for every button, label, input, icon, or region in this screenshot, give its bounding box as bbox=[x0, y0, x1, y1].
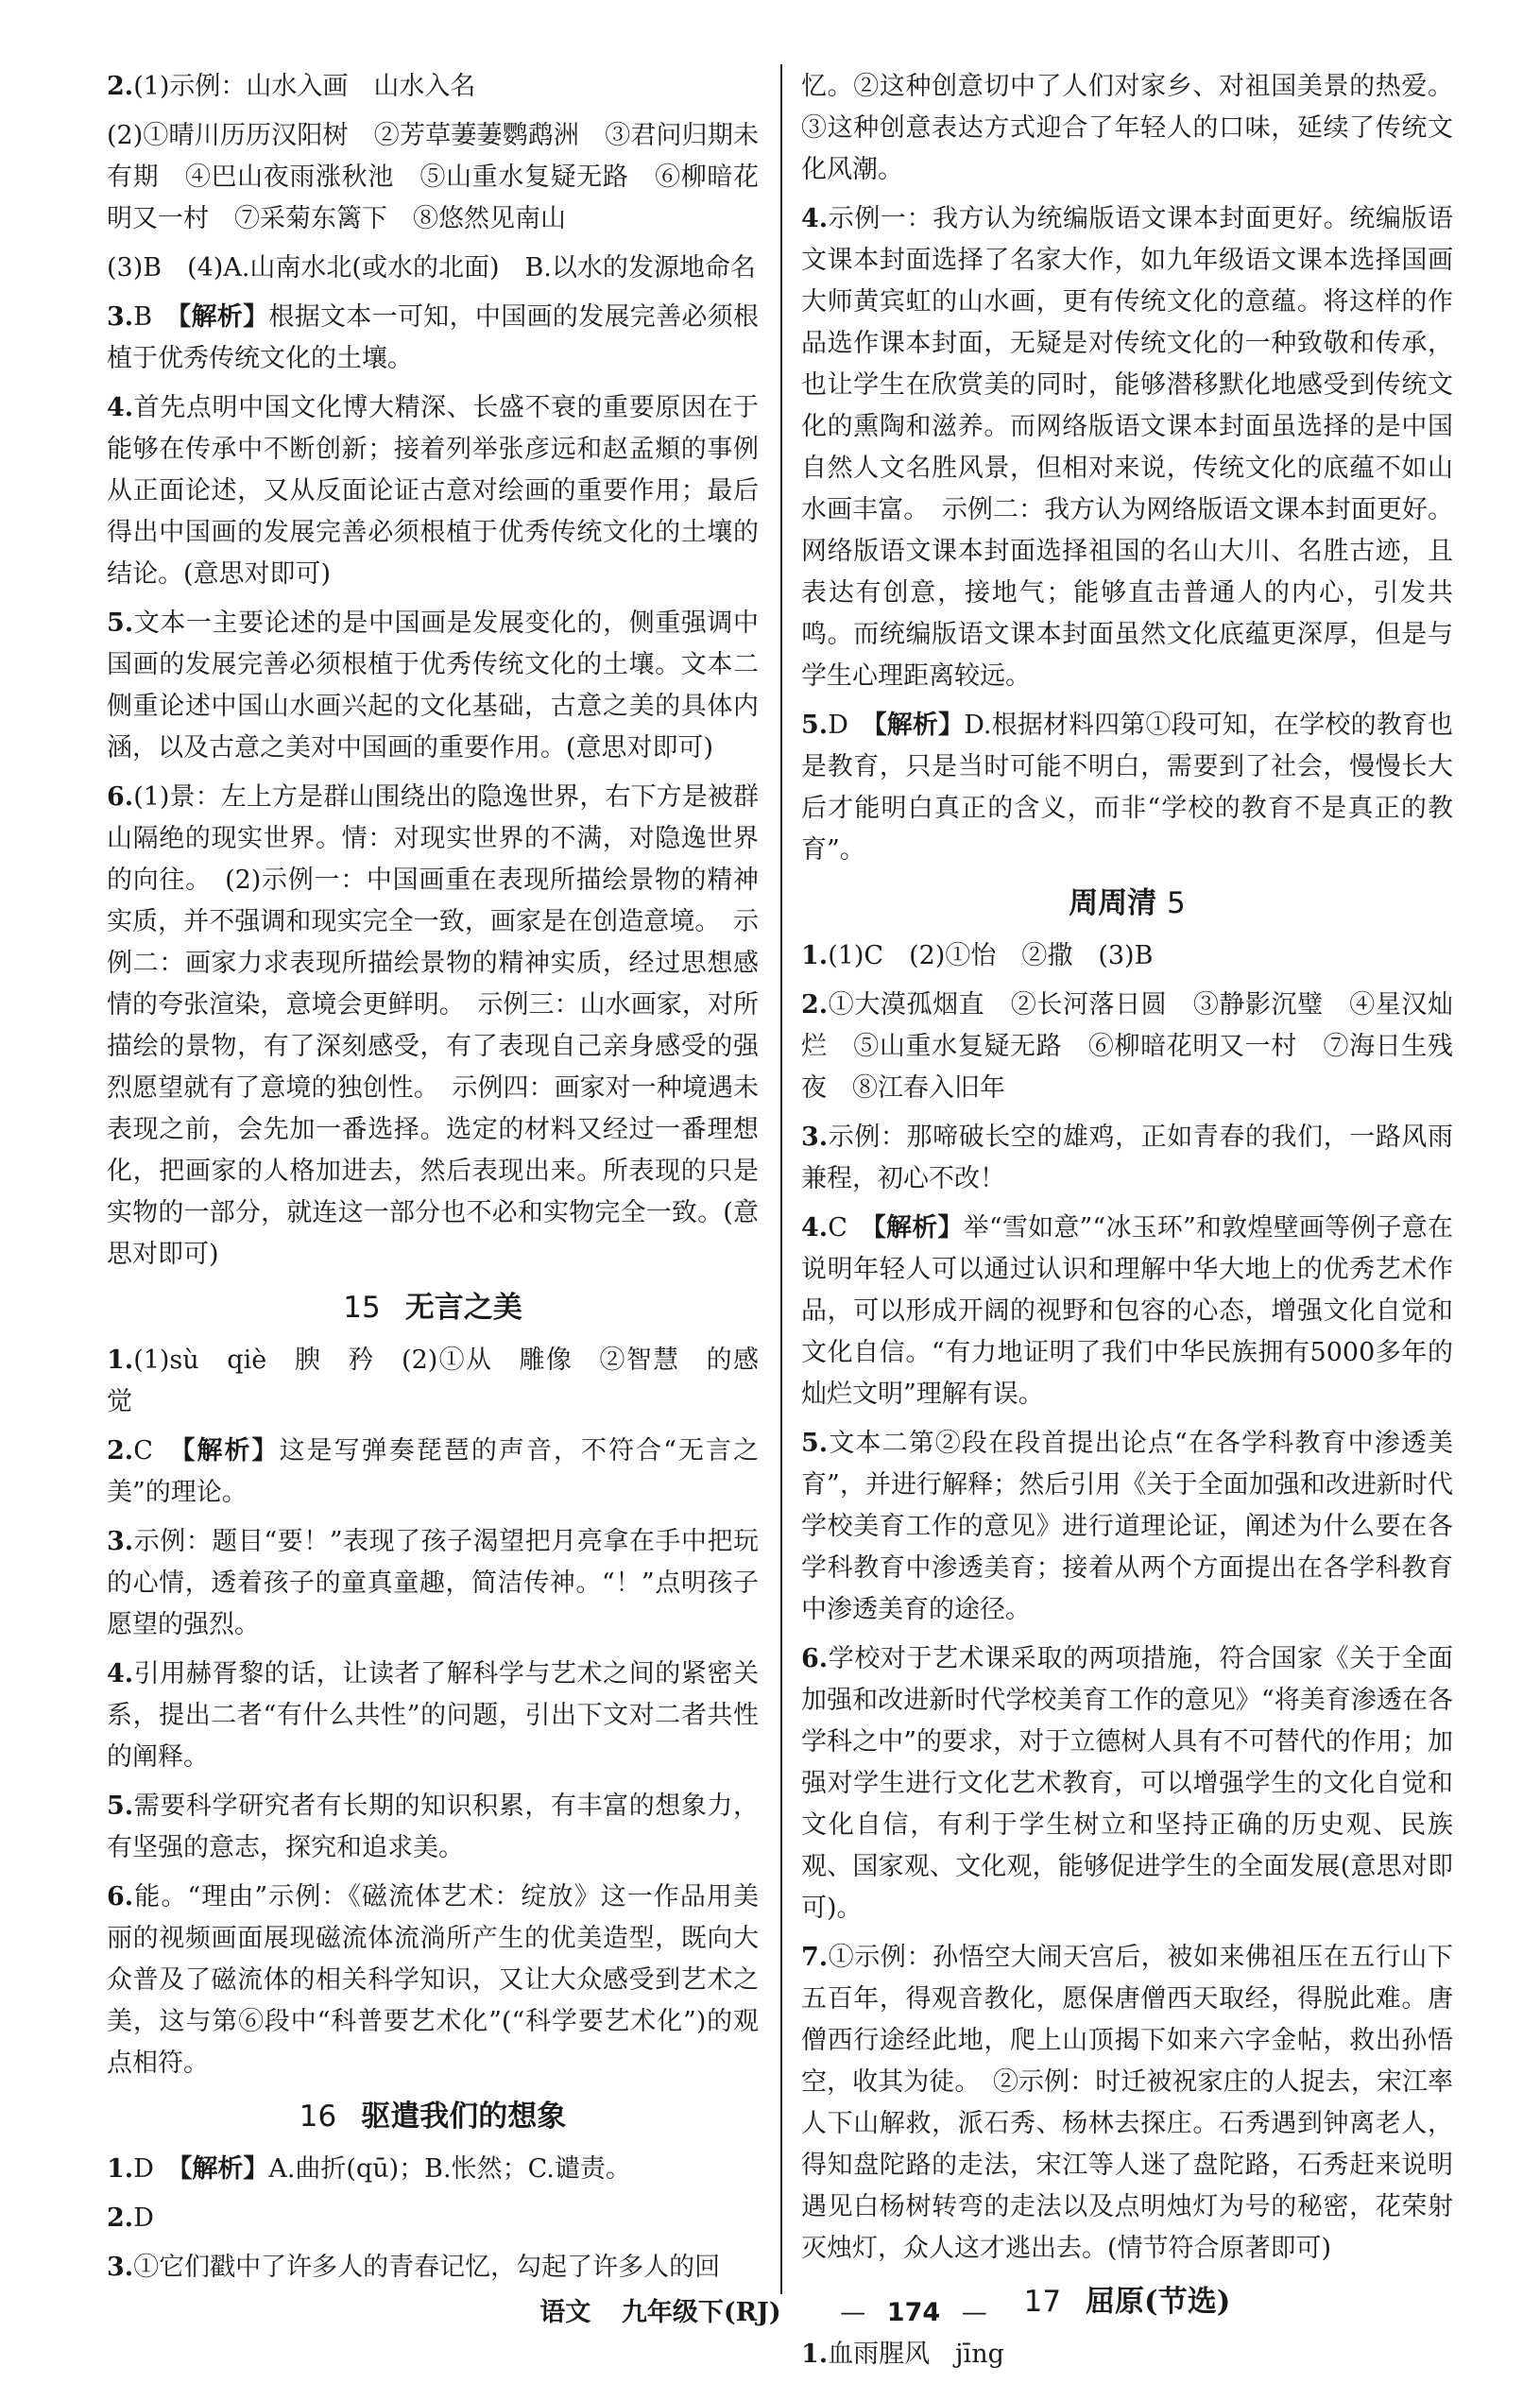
heading-16 bbox=[107, 2094, 759, 2139]
answer-number: 4. bbox=[107, 393, 134, 422]
answer-text: D bbox=[133, 2203, 154, 2233]
answer-item bbox=[107, 297, 759, 380]
answer-item bbox=[801, 985, 1453, 1109]
section-15-answers bbox=[107, 1340, 759, 2084]
answer-item bbox=[801, 198, 1453, 697]
answer-number: 3. bbox=[107, 302, 134, 332]
answer-item bbox=[107, 1431, 759, 1514]
answer-item bbox=[107, 1340, 759, 1423]
heading-17-title: 屈原(节选) bbox=[1086, 2285, 1231, 2319]
analysis-text: 根据文本一可知，中国画的发展完善必须根植于优秀传统文化的土壤。 bbox=[107, 302, 760, 373]
analysis-tag: 【解析】 bbox=[178, 302, 269, 332]
answer-number: 2. bbox=[107, 1436, 134, 1466]
answer-text: ①大漠孤烟直 ②长河落日圆 ③静影沉璧 ④星汉灿烂 ⑤山重水复疑无路 ⑥柳暗花明又一村 ⑦海日生残夜 ⑧江春入旧年 bbox=[801, 990, 1453, 1103]
answer-text: 示例一：我方认为统编版语文课本封面更好。统编版语文课本封面选择了名家大作，如九年级语文课本选择国画大师黄宾虹的山水画，更有传统文化的意蕴。将这样的作品选作课本封面，无疑是对传统文化的一种致敬和传承，也让学生在欣赏美的同时，能够潜移默化地感受到传统文化的熏陶和滋养。而网络版语文课本封面虽选择的是中国自然人文名胜风景，但相对来说，传统文化的底蕴不如山水画丰富。 示例二：我方认为网络版语文课本封面更好。网络版语文课本封面选择祖国的名山大川、名胜古迹，且表达有创意，接地气；能够直击普通人的内心，引发共鸣。而统编版语文课本封面虽然文化底蕴更深厚，但是与学生心理距离较远。 bbox=[801, 204, 1453, 691]
answer-text: 引用赫胥黎的话，让读者了解科学与艺术之间的紧密关系，提出二者“有什么共性”的问题，引出下文对二者共性的阐释。 bbox=[107, 1659, 759, 1772]
answer-text: 首先点明中国文化博大精深、长盛不衰的重要原因在于能够在传承中不断创新；接着列举张彦远和赵孟頫的事例从正面论述，又从反面论证古意对绘画的重要作用；最后得出中国画的发展完善必须根植于优秀传统文化的土壤的结论。(意思对即可) bbox=[107, 393, 759, 589]
page-footer bbox=[0, 2294, 1540, 2332]
answer-number: 1. bbox=[801, 2340, 829, 2369]
analysis-tag: 【解析】 bbox=[874, 711, 965, 740]
footer-dash-left: — bbox=[840, 2298, 866, 2327]
answer-text: 示例：那啼破长空的雄鸡，正如青春的我们，一路风雨兼程，初心不改！ bbox=[801, 1123, 1453, 1193]
analysis-text: 这是写弹奏琵琶的声音，不符合“无言之美”的理论。 bbox=[107, 1436, 759, 1507]
analysis-tag: 【解析】 bbox=[181, 1436, 280, 1466]
answer-number: 3. bbox=[107, 1527, 134, 1556]
analysis-tag: 【解析】 bbox=[873, 1213, 964, 1243]
answer-number: 4. bbox=[801, 204, 829, 233]
answer-item bbox=[801, 2334, 1453, 2375]
right-answers bbox=[801, 66, 1453, 871]
right-column bbox=[801, 66, 1453, 2383]
answer-text: 文本二第②段在段首提出论点“在各学科教育中渗透美育”，并进行解释；然后引用《关于全面加强和改进新时代学校美育工作的意见》进行道理论证，阐述为什么要在各学科教育中渗透美育；接着从两个方面提出在各学科教育中渗透美育的途径。 bbox=[801, 1429, 1453, 1624]
answer-number: 5. bbox=[801, 1429, 829, 1458]
answer-item bbox=[801, 1208, 1453, 1415]
answer-number: 3. bbox=[801, 1123, 829, 1152]
column-divider bbox=[780, 64, 782, 2294]
answer-number: 6. bbox=[107, 1882, 134, 1912]
heading-15-title: 无言之美 bbox=[404, 1291, 522, 1325]
footer-grade: 九年级下(RJ) bbox=[621, 2298, 781, 2327]
answer-text: (2)①晴川历历汉阳树 ②芳草萋萋鹦鹉洲 ③君问归期未有期 ④巴山夜雨涨秋池 ⑤山重水复疑无路 ⑥柳暗花明又一村 ⑦采菊东篱下 ⑧悠然见南山 bbox=[107, 121, 759, 233]
heading-zhouzhouqing bbox=[801, 881, 1453, 926]
answer-text: C bbox=[133, 1436, 182, 1466]
answer-number: 4. bbox=[107, 1659, 134, 1689]
answer-item bbox=[107, 603, 759, 769]
left-answers bbox=[107, 66, 759, 1276]
analysis-text: D.根据材料四第①段可知，在学校的教育也是教育，只是当时可能不明白，需要到了社会，慢慢长大后才能明白真正的含义，而非“学校的教育不是真正的教育”。 bbox=[801, 711, 1453, 865]
analysis-tag: 【解析】 bbox=[179, 2154, 269, 2184]
footer-dash-right: — bbox=[961, 2298, 987, 2327]
answer-number: 3. bbox=[107, 2253, 134, 2282]
section-zhouzhouqing-answers bbox=[801, 935, 1453, 2270]
answer-item bbox=[801, 1117, 1453, 1200]
answer-text: (1)C (2)①怡 ②撒 (3)B bbox=[828, 941, 1154, 970]
answer-item bbox=[107, 387, 759, 595]
heading-zhouzhouqing-number: 5 bbox=[1167, 886, 1186, 920]
answer-item bbox=[801, 66, 1453, 191]
answer-text: B bbox=[133, 302, 179, 332]
answer-text: 血雨腥风 jīng bbox=[828, 2340, 1004, 2369]
answer-number: 6. bbox=[107, 782, 134, 812]
page-number: 174 bbox=[886, 2298, 941, 2327]
footer-subject: 语文 bbox=[539, 2298, 591, 2327]
answer-text: C bbox=[828, 1213, 874, 1243]
answer-item bbox=[107, 66, 759, 108]
answer-text: 能。“理由”示例：《磁流体艺术：绽放》这一作品用美丽的视频画面展现磁流体流淌所产生的优美造型，既向大众普及了磁流体的相关科学知识，又让大众感受到艺术之美，这与第⑥段中“科普要艺术化”(“科学要艺术化”)的观点相符。 bbox=[107, 1882, 759, 2078]
answer-item bbox=[107, 2247, 759, 2289]
heading-15 bbox=[107, 1285, 759, 1330]
answer-number: 1. bbox=[801, 941, 829, 970]
answer-text: 示例：题目“要！”表现了孩子渴望把月亮拿在手中把玩的心情，透着孩子的童真童趣，简洁传神。“！”点明孩子愿望的强烈。 bbox=[107, 1527, 759, 1639]
answer-item bbox=[801, 705, 1453, 871]
answer-text: D bbox=[828, 711, 875, 740]
answer-number: 2. bbox=[107, 72, 134, 101]
answer-item bbox=[107, 777, 759, 1276]
answer-text: 文本一主要论述的是中国画是发展变化的，侧重强调中国画的发展完善必须根植于优秀传统文化的土壤。文本二侧重论述中国山水画兴起的文化基础，古意之美的具体内涵，以及古意之美对中国画的重要作用。(意思对即可) bbox=[107, 609, 759, 763]
answer-item bbox=[107, 1521, 759, 1646]
analysis-text: A.曲折(qū)；B.怅然；C.谴责。 bbox=[268, 2154, 631, 2184]
answer-text: 学校对于艺术课采取的两项措施，符合国家《关于全面加强和改进新时代学校美育工作的意见》“将美育渗透在各学科之中”的要求，对于立德树人具有不可替代的作用；加强对学生进行文化艺术教育，可以增强学生的文化自觉和文化自信，有利于学生树立和坚持正确的历史观、民族观、国家观、文化观，能够促进学生的全面发展(意思对即可)。 bbox=[801, 1644, 1453, 1923]
answer-number: 5. bbox=[107, 609, 134, 638]
answer-text: 需要科学研究者有长期的知识积累，有丰富的想象力，有坚强的意志，探究和追求美。 bbox=[107, 1792, 759, 1862]
answer-item bbox=[107, 1654, 759, 1778]
answer-number: 4. bbox=[801, 1213, 829, 1243]
answer-text: ①示例：孙悟空大闹天宫后，被如来佛祖压在五行山下五百年，得观音教化，愿保唐僧西天取经，得脱此难。唐僧西行途经此地，爬上山顶揭下如来六字金帖，救出孙悟空，收其为徒。 ②示例：时迁被祝家庄的人捉去，宋江率人下山解救，派石秀、杨林去探庄。石秀遇到钟离老人，得知盘陀路的走法，宋江等人迷了盘陀路，石秀赶来说明遇见白杨树转弯的走法以及点明烛灯为号的秘密，花荣射灭烛灯，众人这才逃出去。(情节符合原著即可) bbox=[801, 1943, 1453, 2263]
answer-text: (1)示例：山水入画 山水入名 bbox=[133, 72, 476, 101]
answer-text: 忆。②这种创意切中了人们对家乡、对祖国美景的热爱。③这种创意表达方式迎合了年轻人的口味，延续了传统文化风潮。 bbox=[801, 72, 1453, 184]
answer-item bbox=[107, 115, 759, 240]
answer-number: 2. bbox=[107, 2203, 134, 2233]
heading-16-number: 16 bbox=[299, 2100, 337, 2134]
answer-item bbox=[107, 1877, 759, 2084]
heading-17-number: 17 bbox=[1023, 2285, 1062, 2319]
answer-item bbox=[801, 1937, 1453, 2270]
answer-number: 5. bbox=[801, 711, 829, 740]
heading-16-title: 驱遣我们的想象 bbox=[361, 2100, 567, 2134]
answer-text: (3)B (4)A.山南水北(或水的北面) B.以水的发源地命名 bbox=[107, 253, 756, 283]
answer-item bbox=[801, 935, 1453, 977]
section-17-answers bbox=[801, 2334, 1453, 2375]
answer-item bbox=[107, 248, 759, 289]
answer-item bbox=[801, 1423, 1453, 1631]
answer-item bbox=[107, 2198, 759, 2239]
answer-number: 1. bbox=[107, 2154, 134, 2184]
answer-number: 7. bbox=[801, 1943, 829, 1972]
answer-text: ①它们戳中了许多人的青春记忆，勾起了许多人的回 bbox=[133, 2253, 721, 2282]
answer-item bbox=[107, 1786, 759, 1869]
answer-text: (1)景：左上方是群山围绕出的隐逸世界，右下方是被群山隔绝的现实世界。情：对现实世界的不满，对隐逸世界的向往。 (2)示例一：中国画重在表现所描绘景物的精神实质，并不强调和现实完全一致，画家是在创造意境。 示例二：画家力求表现所描绘景物的精神实质，经过思想感情的夸张渲染，意境会更鲜明。 示例三：山水画家，对所描绘的景物，有了深刻感受，有了表现自己亲身感受的强烈愿望就有了意境的独创性。 示例四：画家对一种境遇未表现之前，会先加一番选择。选定的材料又经过一番理想化，把画家的人格加进去，然后表现出来。所表现的只是实物的一部分，就连这一部分也不必和实物完全一致。(意思对即可) bbox=[107, 782, 759, 1269]
heading-15-number: 15 bbox=[343, 1291, 381, 1325]
answer-number: 1. bbox=[107, 1346, 134, 1375]
answer-text: (1)sù qiè 腴 矜 (2)①从 雕像 ②智慧 的感觉 bbox=[107, 1346, 759, 1416]
answer-number: 2. bbox=[801, 990, 829, 1020]
heading-zhouzhouqing-title: 周周清 bbox=[1069, 886, 1157, 920]
section-16-answers bbox=[107, 2149, 759, 2289]
answer-text: D bbox=[133, 2154, 180, 2184]
answer-number: 6. bbox=[801, 1644, 829, 1673]
left-column bbox=[107, 66, 759, 2296]
analysis-text: 举“雪如意”“冰玉环”和敦煌壁画等例子意在说明年轻人可以通过认识和理解中华大地上的优秀艺术作品，可以形成开阔的视野和包容的心态，增强文化自觉和文化自信。“有力地证明了我们中华民族拥有5000多年的灿烂文明”理解有误。 bbox=[801, 1213, 1453, 1409]
answer-number: 5. bbox=[107, 1792, 134, 1821]
answer-item bbox=[107, 2149, 759, 2190]
answer-item bbox=[801, 1638, 1453, 1929]
